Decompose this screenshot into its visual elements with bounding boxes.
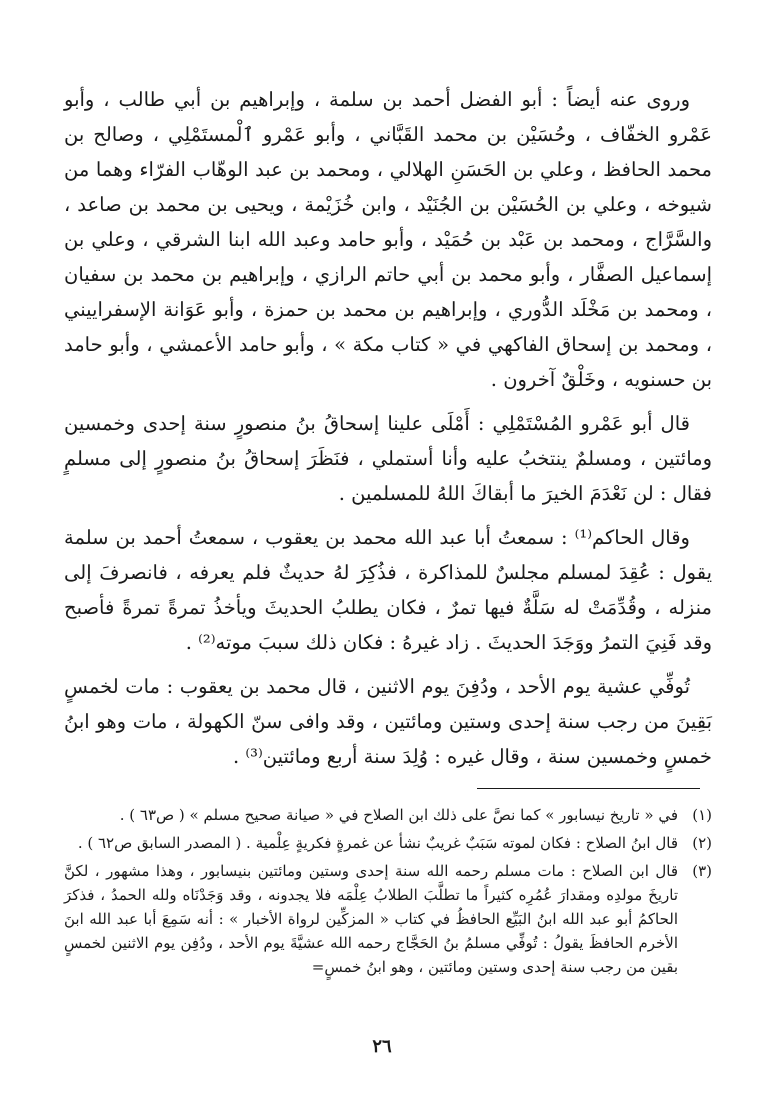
footnote-3 (64, 859, 712, 979)
main-text (64, 78, 712, 783)
paragraph-death: تُوفِّي عشية يوم الأحد ، ودُفِنَ يوم الاثنين ، قال محمد بن يعقوب : مات لخمسٍ بَقِينَ من رجب سنة إحدى وستين ومائتين ، وقد وافى سنّ الكهولة ، مات وهو ابنُ خمسٍ وخمسين سنة ، وقال غيره : وُلِدَ سنة أربع ومائتين⁽³⁾ . (64, 675, 712, 768)
footnote-number: (٢) (692, 834, 712, 852)
footnote-2 (64, 831, 712, 855)
paragraph-mustamli: قال أبو عَمْرو المُسْتَمْلِي : أَمْلَى علينا إسحاقُ بنُ منصورٍ سنة إحدى وخمسين ومائتين ، ومسلمٌ ينتخبُ عليه وأنا أستملي ، فنَظَرَ إسحاقُ بنُ منصورٍ إلى مسلمٍ فقال : لن نَعْدَمَ الخيرَ ما أبقاكَ اللهُ للمسلمين . (64, 412, 712, 505)
footnote-divider (477, 788, 700, 789)
footnote-text: قال ابن الصلاح : مات مسلم رحمه الله سنة إحدى وستين ومائتين بنيسابور ، وهذا مشهور ، لكنَّ تاريخَ مولدِه ومقدارَ عُمُرِه كثيراً ما تطلَّبَ الطلابُ عِلْمَه فلا يجدونه ، وقد وَجَدْنَاه ولله الحمدُ ، فذكرَ الحاكمُ أبو عبد الله ابنُ البَيِّع الحافظُ في كتاب « المزكِّين لرواة الأخبار » : أنه سَمِعَ أبا عبد الله ابنَ الأخرم الحافظَ يقولُ : تُوفِّي مسلمُ بنُ الحَجَّاج رحمه الله عشيَّةَ يوم الأحد ، ودُفِن يوم الاثنين لخمسٍ بقين من رجب سنة إحدى وستين ومائتين ، وهو ابنُ خمسٍ= (64, 862, 678, 976)
paragraph-narrators: وروى عنه أيضاً : أبو الفضل أحمد بن سلمة ، وإبراهيم بن أبي طالب ، وأبو عَمْرو الخفّاف ، وحُسَيْن بن محمد القَبَّاني ، وأبو عَمْرو ٱلْمستَمْلِي ، وصالح بن محمد الحافظ ، وعلي بن الحَسَنِ الهلالي ، ومحمد بن عبد الوهّاب الفرّاء وهما من شيوخه ، وعلي بن الحُسَيْن بن الجُنَيْد ، وابن خُزَيْمة ، ويحيى بن محمد بن صاعد ، والسَّرَّاج ، ومحمد بن عَبْد بن حُمَيْد ، وأبو حامد وعبد الله ابنا الشرقي ، وعلي بن إسماعيل الصفَّار ، وأبو محمد بن أبي حاتم الرازي ، وإبراهيم بن محمد بن سفيان ، ومحمد بن مَخْلَد الدُّوري ، وإبراهيم بن محمد بن حمزة ، وأبو عَوَانة الإسفراييني ، ومحمد بن إسحاق الفاكهي في « كتاب مكة » ، وأبو حامد الأعمشي ، وأبو حامد بن حسنويه ، وخَلْقٌ آخرون . (64, 88, 712, 391)
footnote-1 (64, 803, 712, 827)
footnotes (64, 803, 712, 983)
paragraph-hakim: وقال الحاكم⁽¹⁾ : سمعتُ أبا عبد الله محمد بن يعقوب ، سمعتُ أحمد بن سلمة يقول : عُقِدَ لمسلم مجلسٌ للمذاكرة ، فذُكِرَ لهُ حديثٌ فلم يعرفه ، فانصرفَ إلى منزله ، وقُدِّمَتْ له سَلَّةٌ فيها تمرٌ ، فكان يطلبُ الحديثَ ويأخذُ تمرةً تمرةً فأصبح وقد فَنِيَ التمرُ ووَجَدَ الحديثَ . زاد غيرهُ : فكان ذلك سببَ موته⁽²⁾ . (64, 526, 712, 654)
footnote-number: (٣) (692, 862, 712, 880)
footnote-number: (١) (692, 806, 712, 824)
footnote-text: في « تاريخ نيسابور » كما نصَّ على ذلك ابن الصلاح في « صيانة صحيح مسلم » ( ص٦٣ ) . (119, 806, 678, 824)
page-number: ٢٦ (372, 1036, 392, 1057)
footnote-text: قال ابنُ الصلاح : فكان لموته سَبَبٌ غريبٌ نشأ عن غمرةٍ فكريةٍ عِلْمية . ( المصدر السابق ص٦٢ ) . (77, 834, 678, 852)
